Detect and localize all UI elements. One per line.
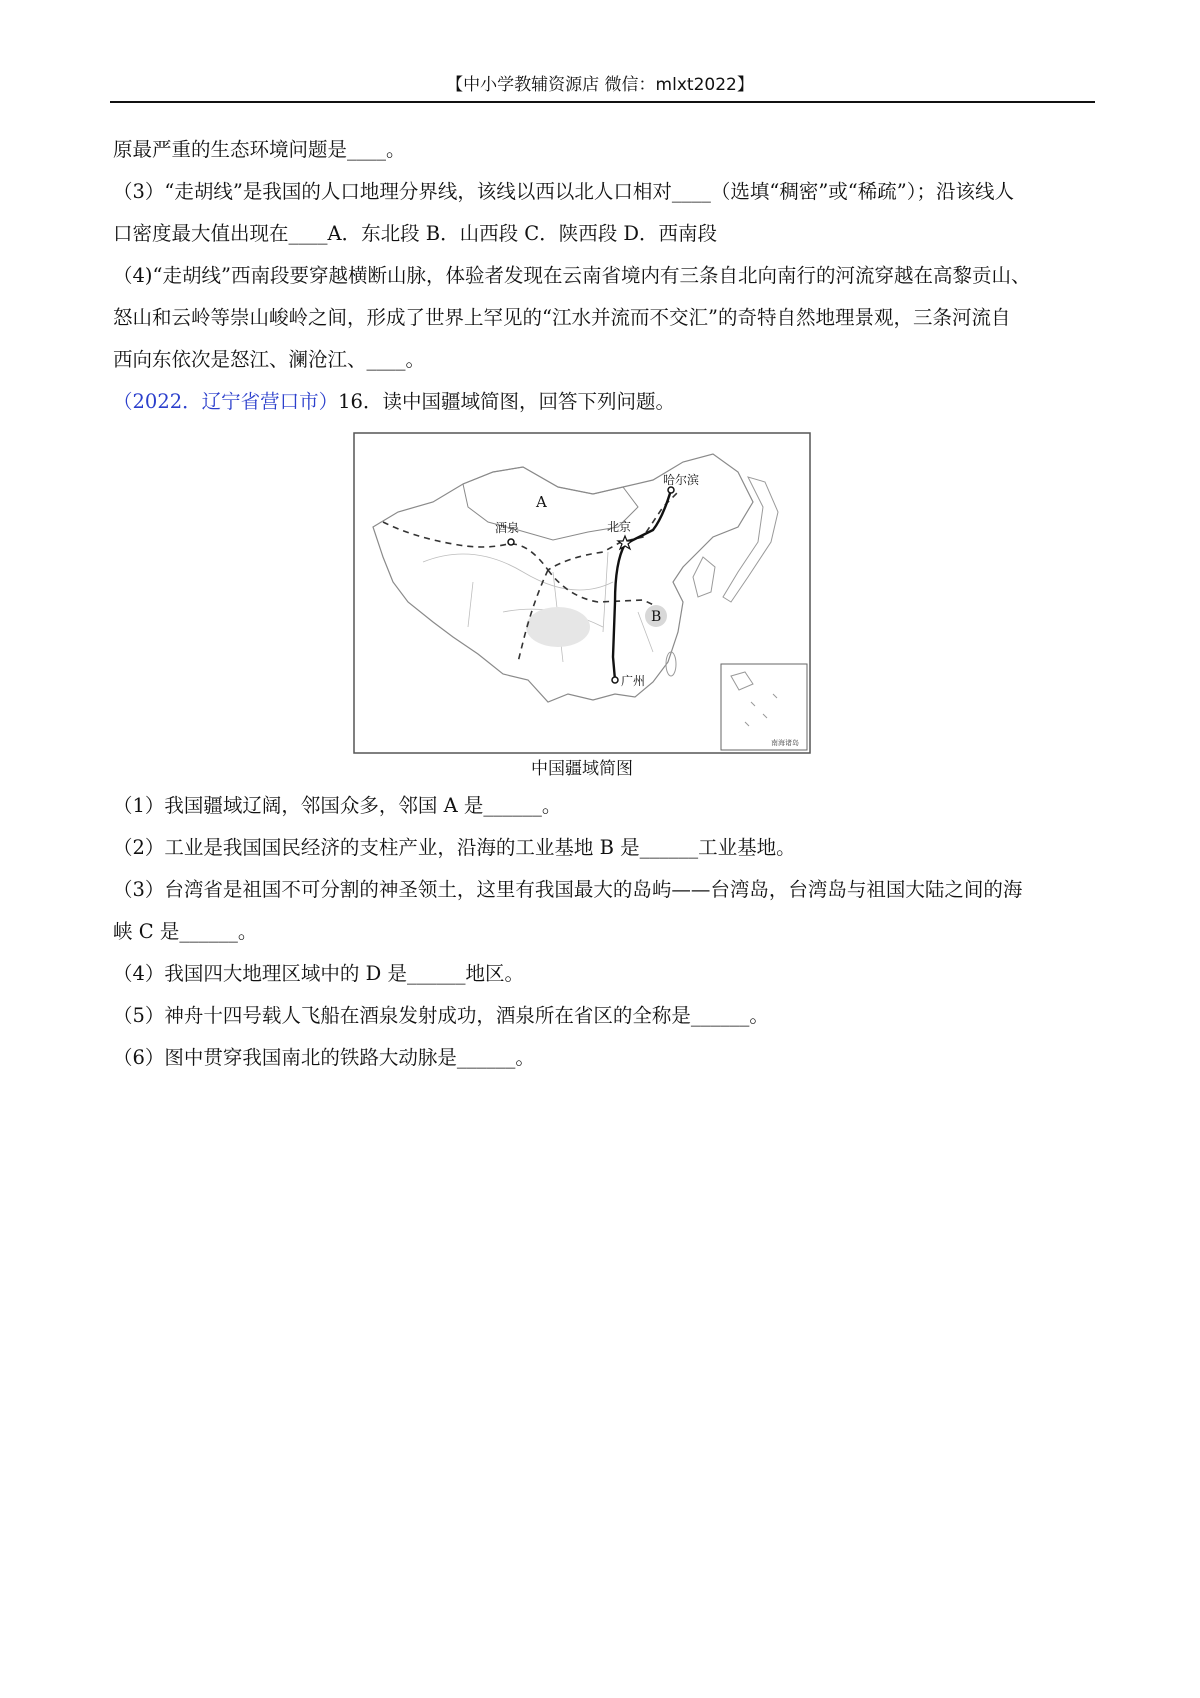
header-rule [110, 101, 1095, 103]
page-header: 【中小学教辅资源店 微信：mlxt2022】 [446, 75, 754, 95]
china-map [353, 432, 811, 754]
label-harbin: 哈尔滨 [663, 473, 700, 487]
label-b: B [651, 609, 662, 625]
jiuquan-marker [508, 539, 514, 545]
question-line: （2）工业是我国国民经济的支柱产业，沿海的工业基地 B 是______工业基地。 [113, 836, 796, 859]
map-figure [353, 432, 811, 780]
question-line: （1）我国疆域辽阔，邻国众多，邻国 A 是______。 [113, 794, 562, 817]
text-line: 口密度最大值出现在____A．东北段 B．山西段 C．陕西段 D．西南段 [113, 222, 718, 245]
text-line: （3）“走胡线”是我国的人口地理分界线，该线以西以北人口相对____（选填“稠密”或“稀疏”）；沿该线人 [113, 180, 1014, 203]
harbin-marker [668, 487, 674, 493]
question-stem: 16．读中国疆域简图，回答下列问题。 [338, 390, 675, 413]
text-line: 怒山和云岭等崇山峻岭之间，形成了世界上罕见的“江水并流而不交汇”的奇特自然地理景观，三条河流自 [113, 306, 1011, 329]
text-line: （4)“走胡线”西南段要穿越横断山脉，体验者发现在云南省境内有三条自北向南行的河流穿越在高黎贡山、 [113, 264, 1031, 287]
text-line: 西向东依次是怒江、澜沧江、____。 [113, 348, 426, 371]
question-16-heading [113, 390, 1098, 414]
question-line: （4）我国四大地理区域中的 D 是______地区。 [113, 962, 524, 985]
question-line: 峡 C 是______。 [113, 920, 258, 943]
label-guangzhou: 广州 [621, 674, 646, 688]
guangzhou-marker [612, 677, 618, 683]
text-line: 原最严重的生态环境问题是____。 [113, 138, 406, 161]
label-beijing: 北京 [607, 520, 632, 534]
question-line: （3）台湾省是祖国不可分割的神圣领土，这里有我国最大的岛屿——台湾岛，台湾岛与祖国大陆之间的海 [113, 878, 1023, 901]
basin-shading [526, 607, 590, 647]
page-content [113, 138, 1098, 1088]
inset-frame [721, 664, 807, 750]
map-caption: 中国疆域简图 [531, 759, 633, 779]
question-line: （6）图中贯穿我国南北的铁路大动脉是______。 [113, 1046, 535, 1069]
inset-label: 南海诸岛 [771, 739, 799, 747]
label-a: A [536, 493, 547, 511]
question-line: （5）神舟十四号载人飞船在酒泉发射成功，酒泉所在省区的全称是______。 [113, 1004, 769, 1027]
question-source: （2022．辽宁省营口市） [113, 390, 339, 413]
label-jiuquan: 酒泉 [495, 521, 520, 535]
